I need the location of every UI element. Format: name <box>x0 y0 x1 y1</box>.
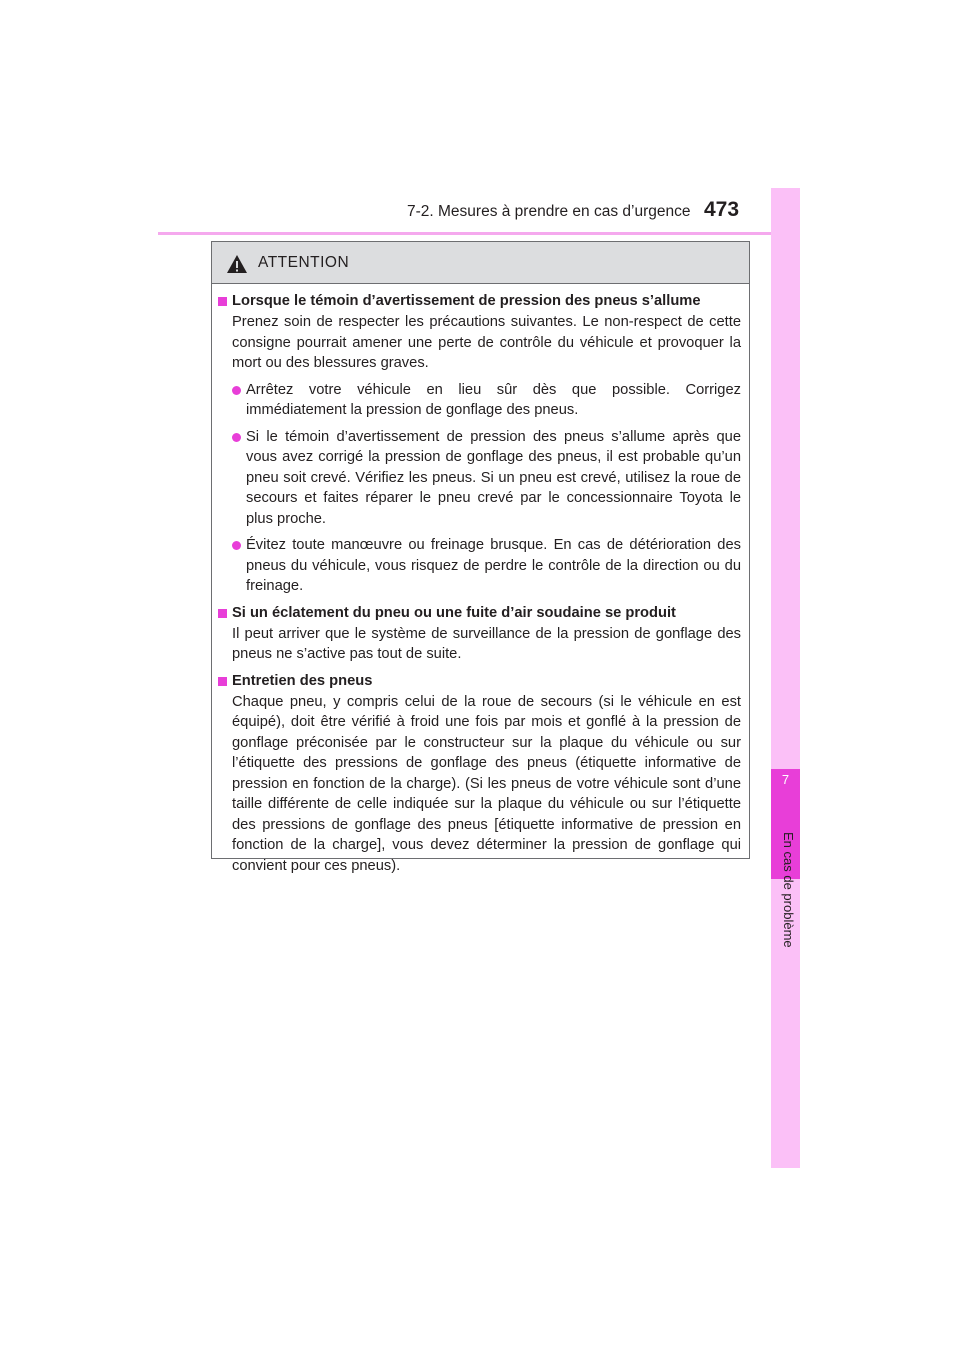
round-bullet-icon <box>232 541 241 550</box>
warning-box <box>211 241 750 874</box>
square-bullet-icon <box>218 677 227 686</box>
chapter-side-tab <box>771 188 800 1168</box>
round-bullet-icon <box>232 433 241 442</box>
warning-label: ATTENTION <box>258 253 350 271</box>
warning-content <box>212 284 749 876</box>
list-item <box>217 427 741 530</box>
chapter-title: En cas de problème <box>781 832 796 948</box>
page-number: 473 <box>704 198 740 221</box>
section-text: Il peut arriver que le système de surveillance de la pression de gonflage des pneus ne s’active pas tout de suite. <box>232 625 741 662</box>
list-item <box>217 535 741 597</box>
section-text: Prenez soin de respecter les précautions suivantes. Le non-respect de cette consigne pourrait amener une perte de contrôle du véhicule et provoquer la mort ou des blessures graves. <box>232 314 741 371</box>
section-heading <box>217 291 741 311</box>
header-divider <box>158 232 798 235</box>
square-bullet-icon <box>218 609 227 618</box>
section-heading <box>217 603 741 623</box>
square-bullet-icon <box>218 297 227 306</box>
list-item <box>217 380 741 421</box>
section-heading-text: Si un éclatement du pneu ou une fuite d’air soudaine se produit <box>232 604 676 621</box>
list-item-text: Évitez toute manœuvre ou freinage brusque. En cas de détérioration des pneus du véhicule, vous risquez de perdre le contrôle de la direction ou du freinage. <box>246 537 741 594</box>
warning-header <box>212 242 749 284</box>
section-text: Chaque pneu, y compris celui de la roue de secours (si le véhicule en est équipé), doit être vérifié à froid une fois par mois et gonflé à la pression de gonflage préconisée par le constructeur sur la plaque du véhicule ou sur l’étiquette des pressions de gonflage des pneus (étiquette informative de pression en fonction de la charge). (Si les pneus de votre véhicule sont d’une taille différente de celle indiquée sur la plaque du véhicule ou sur l’étiquette des pressions de gonflage des pneus [étiquette informative de pression en fonction de la charge], vous devez déterminer la pression de gonflage qui convient pour ces pneus). <box>232 693 741 874</box>
section-header: 7-2. Mesures à prendre en cas d’urgence <box>407 203 691 220</box>
list-item-text: Arrêtez votre véhicule en lieu sûr dès que possible. Corrigez immédiatement la pression de gonflage des pneus. <box>246 381 741 418</box>
warning-triangle-icon <box>226 254 248 274</box>
list-item-text: Si le témoin d’avertissement de pression des pneus s’allume après que vous avez corrigé la pression de gonflage des pneus, il est probable qu’un pneu soit crevé. Vérifiez les pneus. Si un pneu est crevé, utilisez la roue de secours et faites réparer le pneu crevé par le concessionnaire Toyota le plus proche. <box>246 428 741 527</box>
section-heading-text: Entretien des pneus <box>232 672 373 689</box>
section-heading-text: Lorsque le témoin d’avertissement de pression des pneus s’allume <box>232 293 701 309</box>
round-bullet-icon <box>232 386 241 395</box>
section-heading <box>217 671 741 691</box>
chapter-number: 7 <box>781 772 790 787</box>
